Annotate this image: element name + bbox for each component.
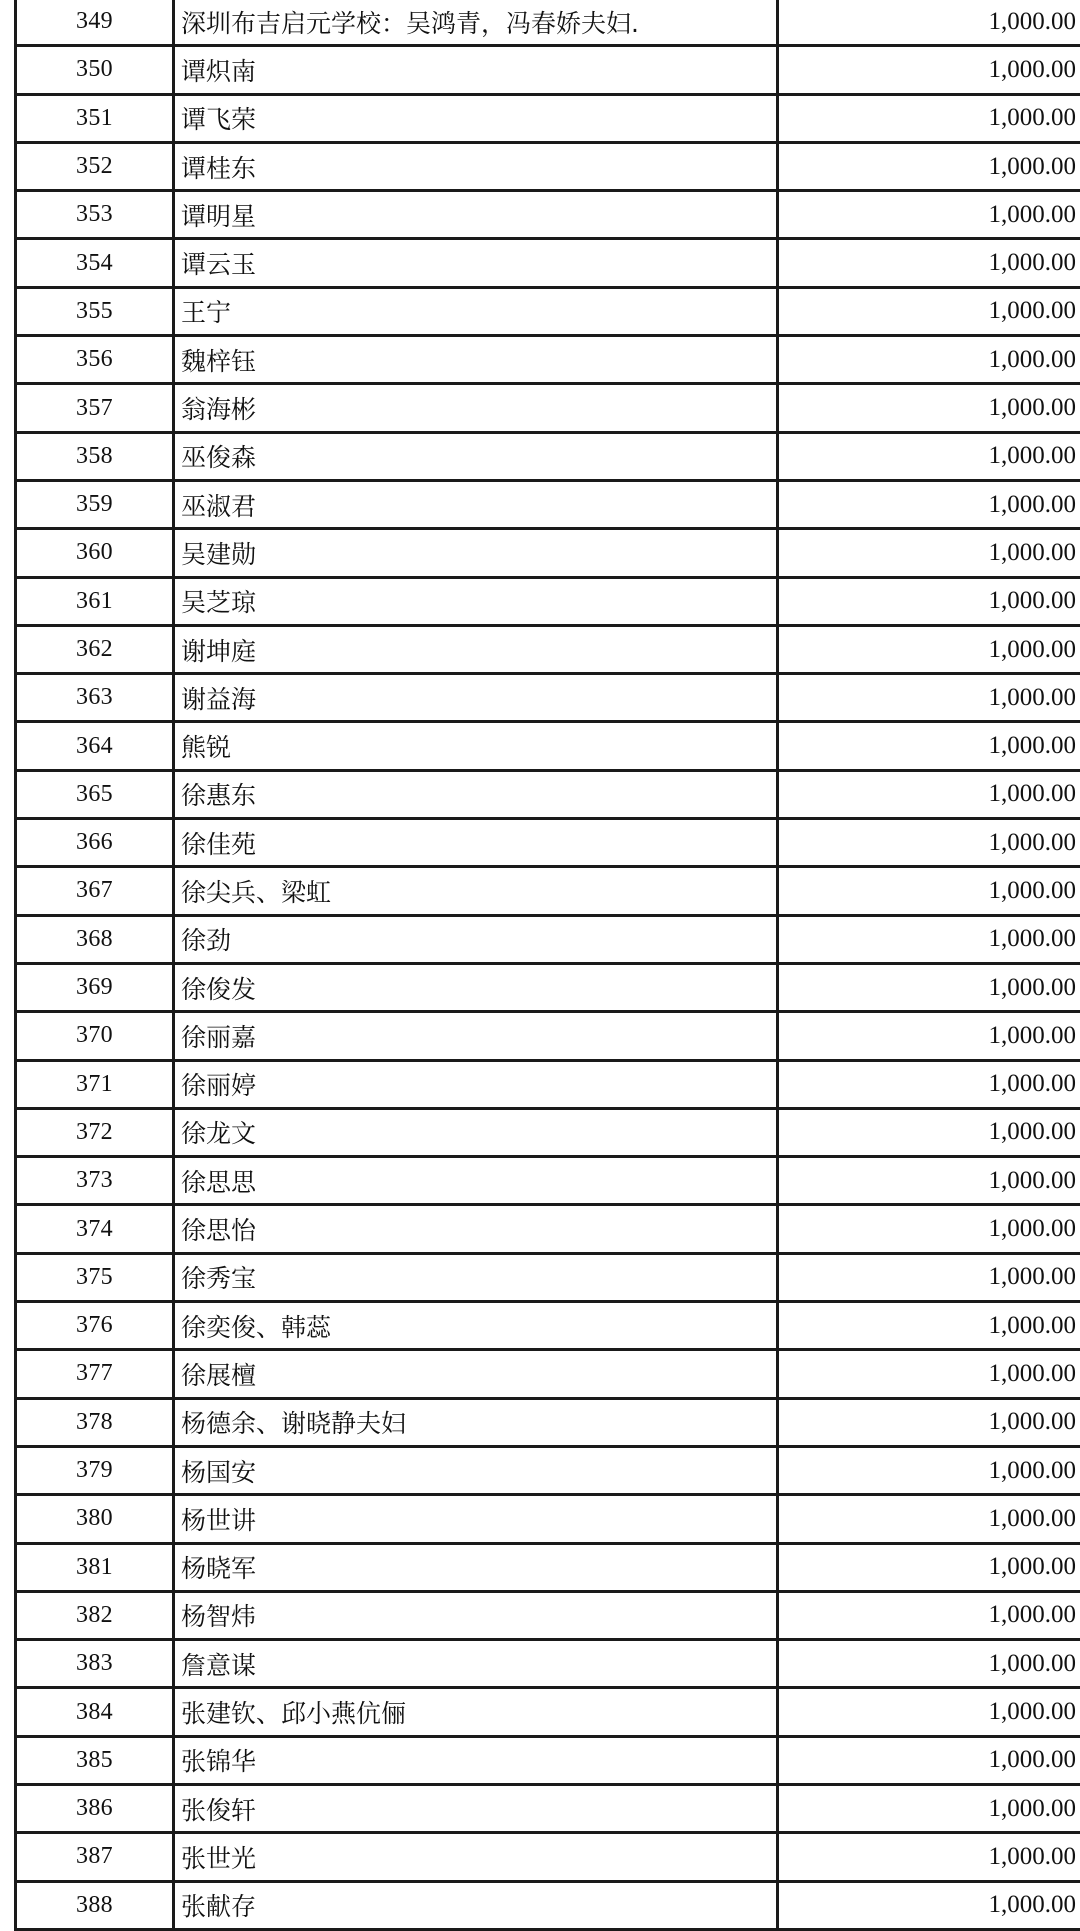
donation-amount: 1,000.00 <box>778 1398 1080 1446</box>
donation-amount: 1,000.00 <box>778 384 1080 432</box>
donation-amount: 1,000.00 <box>778 1302 1080 1350</box>
donation-amount: 1,000.00 <box>778 1688 1080 1736</box>
row-number: 384 <box>16 1688 174 1736</box>
donation-amount: 1,000.00 <box>778 1881 1080 1929</box>
donor-name: 谭桂东 <box>174 142 778 190</box>
donation-amount: 1,000.00 <box>778 1060 1080 1108</box>
table-row <box>16 1833 1080 1881</box>
table-row <box>16 1495 1080 1543</box>
donor-name: 詹意谋 <box>174 1640 778 1688</box>
row-number: 382 <box>16 1591 174 1639</box>
row-number: 376 <box>16 1302 174 1350</box>
row-number: 372 <box>16 1108 174 1156</box>
donation-amount: 1,000.00 <box>778 1784 1080 1832</box>
table-row <box>16 1012 1080 1060</box>
donation-amount: 1,000.00 <box>778 1012 1080 1060</box>
table-row <box>16 0 1080 46</box>
donation-amount: 1,000.00 <box>778 1833 1080 1881</box>
donation-amount: 1,000.00 <box>778 577 1080 625</box>
row-number: 362 <box>16 625 174 673</box>
donor-name: 谭明星 <box>174 191 778 239</box>
donor-name: 谭炽南 <box>174 46 778 94</box>
donation-amount: 1,000.00 <box>778 1640 1080 1688</box>
donor-name: 徐惠东 <box>174 770 778 818</box>
donor-name: 杨晓军 <box>174 1543 778 1591</box>
donation-amount: 1,000.00 <box>778 625 1080 673</box>
donation-amount: 1,000.00 <box>778 336 1080 384</box>
row-number: 371 <box>16 1060 174 1108</box>
donation-amount: 1,000.00 <box>778 963 1080 1011</box>
row-number: 373 <box>16 1157 174 1205</box>
donor-name: 徐秀宝 <box>174 1253 778 1301</box>
donor-name: 张俊轩 <box>174 1784 778 1832</box>
donor-name: 徐俊发 <box>174 963 778 1011</box>
donor-name: 熊锐 <box>174 722 778 770</box>
donation-amount: 1,000.00 <box>778 1157 1080 1205</box>
row-number: 351 <box>16 94 174 142</box>
donor-name: 王宁 <box>174 287 778 335</box>
table-row <box>16 674 1080 722</box>
row-number: 353 <box>16 191 174 239</box>
donation-amount: 1,000.00 <box>778 1543 1080 1591</box>
row-number: 370 <box>16 1012 174 1060</box>
table-row <box>16 1881 1080 1929</box>
donation-amount: 1,000.00 <box>778 770 1080 818</box>
donor-name: 徐思怡 <box>174 1205 778 1253</box>
donation-amount: 1,000.00 <box>778 0 1080 46</box>
table-row <box>16 1398 1080 1446</box>
donor-name: 徐奕俊、韩蕊 <box>174 1302 778 1350</box>
row-number: 365 <box>16 770 174 818</box>
row-number: 387 <box>16 1833 174 1881</box>
donation-amount: 1,000.00 <box>778 94 1080 142</box>
donation-amount: 1,000.00 <box>778 674 1080 722</box>
donation-amount: 1,000.00 <box>778 1495 1080 1543</box>
donor-name: 徐展檀 <box>174 1350 778 1398</box>
donor-name: 杨世讲 <box>174 1495 778 1543</box>
donor-name: 杨德余、谢晓静夫妇 <box>174 1398 778 1446</box>
donor-name: 徐佳苑 <box>174 819 778 867</box>
donor-name: 徐丽婷 <box>174 1060 778 1108</box>
table-row <box>16 1591 1080 1639</box>
donor-name: 巫淑君 <box>174 480 778 528</box>
donation-amount: 1,000.00 <box>778 1253 1080 1301</box>
table-row <box>16 1253 1080 1301</box>
row-number: 364 <box>16 722 174 770</box>
donor-name: 张建钦、邱小燕伉俪 <box>174 1688 778 1736</box>
table-row <box>16 1446 1080 1494</box>
table-row <box>16 722 1080 770</box>
donation-amount: 1,000.00 <box>778 142 1080 190</box>
donor-name: 张世光 <box>174 1833 778 1881</box>
table-row <box>16 239 1080 287</box>
row-number: 369 <box>16 963 174 1011</box>
table-row <box>16 1350 1080 1398</box>
row-number: 359 <box>16 480 174 528</box>
row-number: 355 <box>16 287 174 335</box>
table-row <box>16 819 1080 867</box>
donor-name: 徐龙文 <box>174 1108 778 1156</box>
row-number: 385 <box>16 1736 174 1784</box>
donation-amount: 1,000.00 <box>778 1350 1080 1398</box>
donor-name: 杨国安 <box>174 1446 778 1494</box>
table-row <box>16 1205 1080 1253</box>
table-row <box>16 1543 1080 1591</box>
donor-name: 谭云玉 <box>174 239 778 287</box>
row-number: 360 <box>16 529 174 577</box>
donor-name: 吴建勋 <box>174 529 778 577</box>
row-number: 352 <box>16 142 174 190</box>
row-number: 375 <box>16 1253 174 1301</box>
row-number: 374 <box>16 1205 174 1253</box>
row-number: 386 <box>16 1784 174 1832</box>
table-row <box>16 529 1080 577</box>
row-number: 358 <box>16 432 174 480</box>
donation-amount: 1,000.00 <box>778 529 1080 577</box>
table-row <box>16 142 1080 190</box>
table-row <box>16 1157 1080 1205</box>
donor-name: 谢坤庭 <box>174 625 778 673</box>
row-number: 383 <box>16 1640 174 1688</box>
donor-name: 谢益海 <box>174 674 778 722</box>
table-row <box>16 867 1080 915</box>
donation-amount: 1,000.00 <box>778 1108 1080 1156</box>
donation-amount: 1,000.00 <box>778 480 1080 528</box>
donation-amount: 1,000.00 <box>778 287 1080 335</box>
donation-amount: 1,000.00 <box>778 915 1080 963</box>
row-number: 368 <box>16 915 174 963</box>
donation-amount: 1,000.00 <box>778 1205 1080 1253</box>
table-row <box>16 287 1080 335</box>
table-row <box>16 336 1080 384</box>
donor-name: 巫俊森 <box>174 432 778 480</box>
donation-amount: 1,000.00 <box>778 191 1080 239</box>
table-row <box>16 480 1080 528</box>
table-row <box>16 1108 1080 1156</box>
donor-name: 深圳布吉启元学校：吴鸿青，冯春娇夫妇. <box>174 0 778 46</box>
table-row <box>16 1688 1080 1736</box>
donor-name: 徐丽嘉 <box>174 1012 778 1060</box>
table-row <box>16 1784 1080 1832</box>
donation-amount: 1,000.00 <box>778 819 1080 867</box>
row-number: 349 <box>16 0 174 46</box>
donor-name: 张锦华 <box>174 1736 778 1784</box>
donor-name: 吴芝琼 <box>174 577 778 625</box>
donation-table <box>14 0 1080 1931</box>
donation-amount: 1,000.00 <box>778 1446 1080 1494</box>
row-number: 366 <box>16 819 174 867</box>
donation-amount: 1,000.00 <box>778 1591 1080 1639</box>
donor-name: 魏梓钰 <box>174 336 778 384</box>
table-row <box>16 1302 1080 1350</box>
table-row <box>16 46 1080 94</box>
donor-name: 张献存 <box>174 1881 778 1929</box>
donor-name: 翁海彬 <box>174 384 778 432</box>
row-number: 379 <box>16 1446 174 1494</box>
table-row <box>16 1736 1080 1784</box>
donation-amount: 1,000.00 <box>778 1736 1080 1784</box>
row-number: 354 <box>16 239 174 287</box>
donation-amount: 1,000.00 <box>778 722 1080 770</box>
row-number: 350 <box>16 46 174 94</box>
row-number: 357 <box>16 384 174 432</box>
donor-name: 徐思思 <box>174 1157 778 1205</box>
donation-amount: 1,000.00 <box>778 867 1080 915</box>
row-number: 367 <box>16 867 174 915</box>
table-row <box>16 432 1080 480</box>
table-row <box>16 770 1080 818</box>
table-row <box>16 191 1080 239</box>
table-row <box>16 915 1080 963</box>
row-number: 381 <box>16 1543 174 1591</box>
donor-name: 徐尖兵、梁虹 <box>174 867 778 915</box>
row-number: 377 <box>16 1350 174 1398</box>
table-row <box>16 94 1080 142</box>
donation-amount: 1,000.00 <box>778 239 1080 287</box>
table-row <box>16 384 1080 432</box>
row-number: 388 <box>16 1881 174 1929</box>
row-number: 356 <box>16 336 174 384</box>
table-row <box>16 577 1080 625</box>
donation-amount: 1,000.00 <box>778 432 1080 480</box>
donation-amount: 1,000.00 <box>778 46 1080 94</box>
row-number: 380 <box>16 1495 174 1543</box>
table-row <box>16 1640 1080 1688</box>
row-number: 361 <box>16 577 174 625</box>
row-number: 378 <box>16 1398 174 1446</box>
table-row <box>16 625 1080 673</box>
table-row <box>16 1060 1080 1108</box>
donor-name: 徐劲 <box>174 915 778 963</box>
donation-table-body <box>16 0 1080 1929</box>
row-number: 363 <box>16 674 174 722</box>
donor-name: 谭飞荣 <box>174 94 778 142</box>
table-row <box>16 963 1080 1011</box>
donor-name: 杨智炜 <box>174 1591 778 1639</box>
